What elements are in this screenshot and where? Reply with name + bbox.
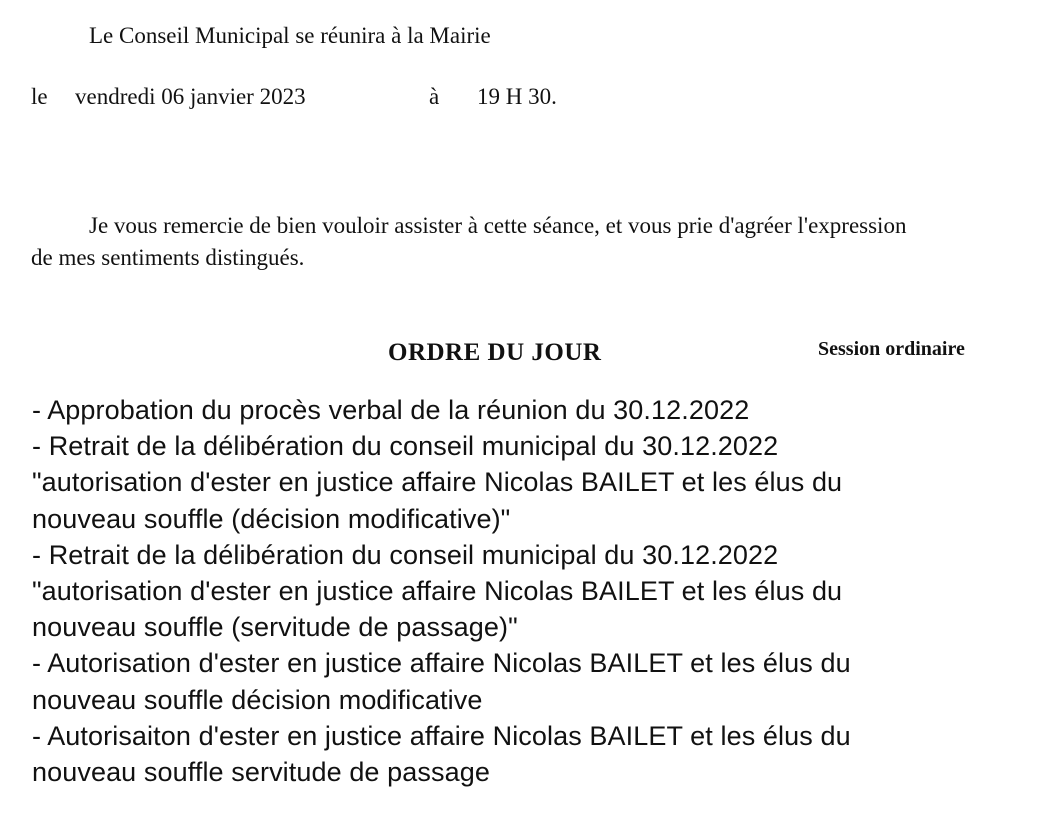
meeting-time: 19 H 30. xyxy=(477,84,557,109)
meeting-date: vendredi 06 janvier 2023 xyxy=(75,84,306,109)
agenda-item xyxy=(32,718,1032,790)
agenda-item xyxy=(32,645,1032,717)
agenda-item xyxy=(32,428,1032,537)
agenda-item xyxy=(32,392,1032,428)
agenda-item-line: "autorisation d'ester en justice affaire Nicolas BAILET et les élus du xyxy=(32,467,843,498)
time-prefix: à xyxy=(429,84,440,109)
agenda-item-line: - Approbation du procès verbal de la réunion du 30.12.2022 xyxy=(32,395,750,425)
meeting-date-line xyxy=(31,85,591,111)
session-type: Session ordinaire xyxy=(818,338,965,360)
agenda-item-line: - Autorisation d'ester en justice affaire Nicolas BAILET et les élus du xyxy=(32,648,851,679)
agenda-item-line: - Retrait de la délibération du conseil municipal du 30.12.2022 xyxy=(32,431,779,462)
agenda-item-line: nouveau souffle (décision modificative)" xyxy=(32,503,511,534)
agenda-item-line: - Autorisaiton d'ester en justice affaire Nicolas BAILET et les élus du xyxy=(32,720,851,751)
meeting-intro: Le Conseil Municipal se réunira à la Mairie xyxy=(89,23,491,48)
agenda-heading: ORDRE DU JOUR xyxy=(388,339,602,366)
agenda-list xyxy=(32,392,1032,790)
agenda-item-line: - Retrait de la délibération du conseil municipal du 30.12.2022 xyxy=(32,539,779,570)
day-prefix: le xyxy=(31,84,48,109)
agenda-item-line: "autorisation d'ester en justice affaire Nicolas BAILET et les élus du xyxy=(32,576,843,607)
agenda-item xyxy=(32,537,1032,646)
agenda-item-line: nouveau souffle décision modificative xyxy=(32,684,483,715)
agenda-item-line: nouveau souffle servitude de passage xyxy=(32,757,490,788)
closing-paragraph: Je vous remercie de bien vouloir assister à cette séance, et vous prie d'agréer l'expression de mes sentiments distingués. xyxy=(31,213,907,270)
agenda-item-line: nouveau souffle (servitude de passage)" xyxy=(32,612,518,643)
